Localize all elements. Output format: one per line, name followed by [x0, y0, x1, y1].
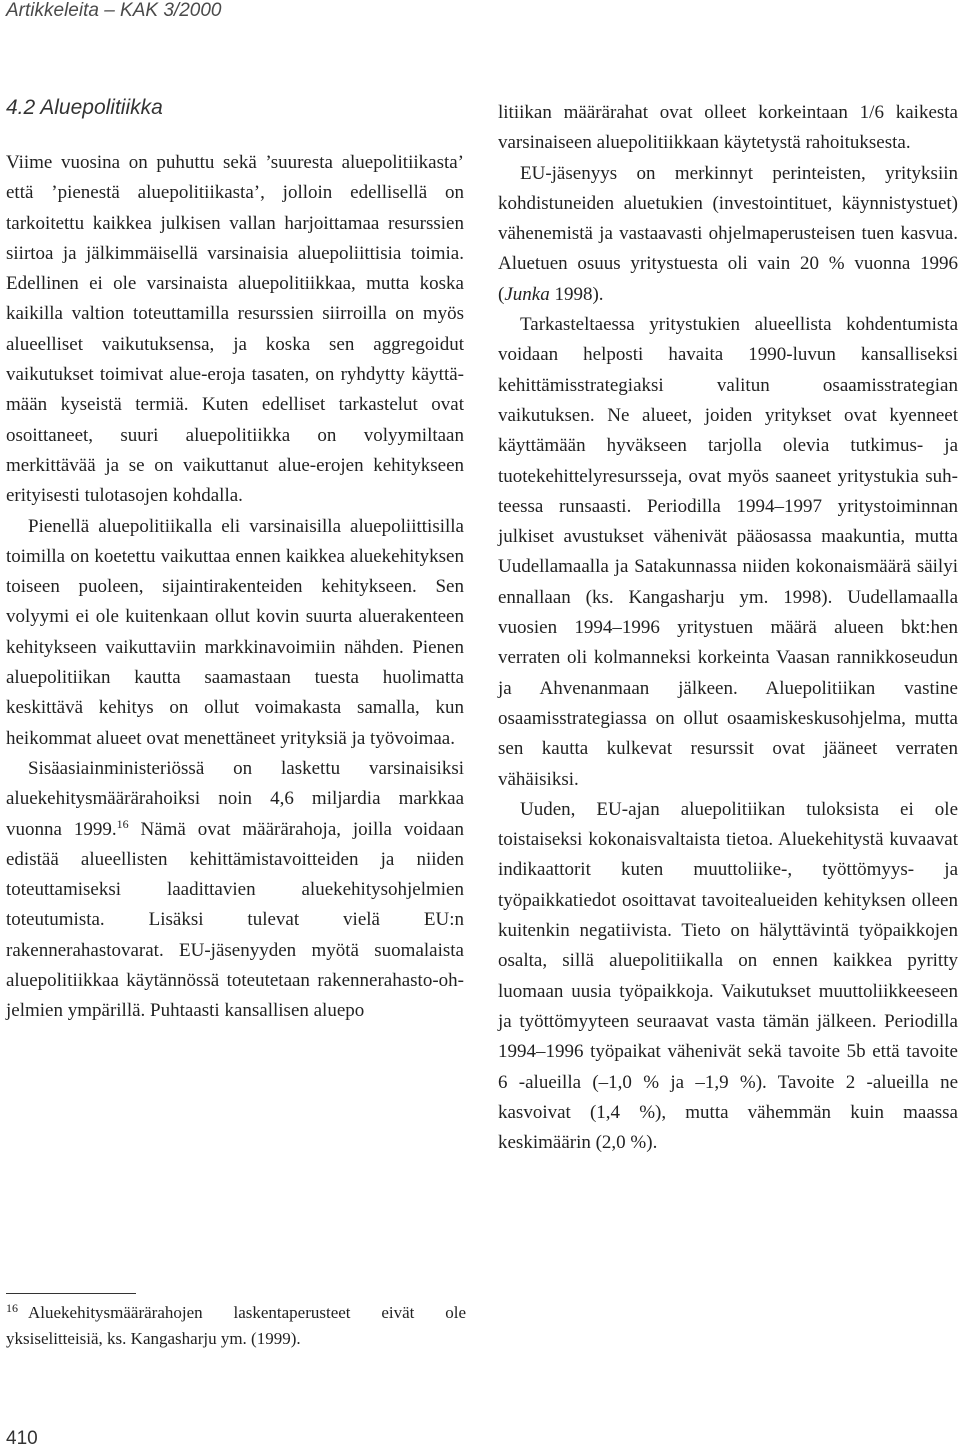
footnote-divider: [6, 1293, 136, 1294]
left-column: [6, 148, 464, 1027]
footnote-text: Aluekehitysmäärärahojen laskentaperusteet eivät ole yksiselitteisiä, ks. Kangasharju ym. (1999).: [6, 1303, 466, 1348]
right-column: [498, 98, 958, 1158]
running-header: Artikkeleita – KAK 3/2000: [6, 0, 222, 21]
paragraph: Pienellä aluepolitiikalla eli varsinaisilla aluepoliittisilla toimilla on koetettu vaikuttaa ennen kaikkea aluekehityksen toiseen puoleen, sijaintirakenteiden kehitykseen. Sen volyymi ei ole kuitenkaan ollut kovin suurta aluerakenteen kehitykseen vaikuttaviin markkinavoimiin nähden. Pienen aluepolitiikan kautta saamastaan tuesta huolimatta keskittävä kehitys on ollut voimakasta samalla, kun heikommat alueet ovat menettäneet yrityksiä ja työvoimaa.: [6, 515, 464, 749]
paragraph-with-note: [6, 754, 464, 1027]
paragraph: Tarkasteltaessa yritystukien alueellista kohdentumista voidaan helposti havaita 1990-luvun kansalliseksi kehittämisstrategiaksi valitun osaamisstrategian vaikutuksen. Ne alueet, joiden yritykset ovat kyenneet käyttämään hyväkseen tarjolla olevia tutkimus- ja tuotekehittelyresursseja, ovat myös saaneet yritystukia suhteessa runsaasti. Periodilla 1994–1997 yritystoiminnan julkiset avustukset vähenivät pääosassa maakuntia, mutta Uudellamaalla ja Satakunnassa niiden kokonaismäärä säilyi ennallaan (ks. Kangasharju ym. 1998). Uudellamaalla vuosien 1994–1996 yritystuen määrä alueen bkt:hen verraten oli kolmanneksi korkeinta Vaasan rannikkoseudun ja Ahvenanmaan jälkeen. Aluepolitiikan vastine osaamisstrategiassa on ollut osaamiskeskusohjelma, mutta sen kautta kulkevat resurssit ovat jääneet verraten vähäisiksi.: [498, 314, 958, 790]
paragraph-text: Nämä ovat määrärahoja, joilla voidaan edistää alueellisten kehittämistavoitteiden ja niiden toteuttamiseksi laadittavien aluekehitysohjelmien toteutumista. Lisäksi tulevat vielä EU:n rakennerahastovarat. EU-jäsenyyden myötä suomalaista aluepolitiikkaa käytännössä toteutetaan rakennerahasto-ohjelmien ympärillä. Puhtaasti kansallisen aluepo: [6, 818, 464, 1022]
footnote-number: 16: [6, 1301, 18, 1315]
paragraph-text: 1998).: [549, 283, 604, 305]
footnote-reference: 16: [116, 816, 129, 831]
citation-author: Junka: [504, 283, 550, 305]
paragraph: Viime vuosina on puhuttu sekä ’suuresta aluepolitiikasta’ että ’pienestä aluepolitiikasta’, jolloin edellisellä on tarkoitettu kaikkea julkisen vallan harjoittamaa resurssien siirtoa ja jälkimmäisellä varsinaisia aluepoliittisia toimia. Edellinen ei ole varsinaista aluepolitiikkaa, mutta koska kaikilla valtion toteuttamilla resurssien siirroilla on myös alueelliset vaikutuksensa, ja koska sen aggregoidut vaikutukset toimivat alue-eroja tasaten, on ryhdytty käyttämään kyseistä termiä. Kuten edelliset tarkastelut ovat osoittaneet, suuri aluepolitiikka on volyymiltaan merkittävää ja se on vaikuttanut alue-erojen kehitykseen erityisesti tulotasojen kohdalla.: [6, 152, 464, 507]
section-title: 4.2 Aluepolitiikka: [6, 96, 163, 119]
footnote: [6, 1300, 466, 1352]
paragraph-with-citation: [498, 159, 958, 310]
paragraph: litiikan määrärahat ovat olleet korkeintaan 1/6 kaikesta varsinaiseen aluepolitiikkaan käytetystä rahoituksesta.: [498, 102, 958, 154]
paragraph-text: EU-jäsenyys on merkinnyt perinteisten, yrityksiin kohdistuneiden aluetukien (investointituet, käynnistystuet) vähenemistä ja vastaavasti ohjelmaperusteisen tuen kasvua. Aluetuen osuus yritystuesta oli vain 20 % vuonna 1996 (: [498, 162, 958, 305]
paragraph: Uuden, EU-ajan aluepolitiikan tuloksista ei ole toistaiseksi kokonaisvaltaista tietoa. Aluekehitystä kuvaavat indikaattorit kuten muuttoliike-, työttömyys- ja työpaikkatiedot osoittavat tavoitealueiden kehityksen olleen kuitenkin negatiivista. Tieto on hälyttävintä työpaikkojen osalta, sillä aluepolitiikalla on ennen kaikkea pyritty luomaan uusia työpaikkoja. Vaikutukset muuttoliikkeeseen ja työttömyyteen seuraavat vasta tämän jälkeen. Periodilla 1994–1996 työpaikat vähenivät sekä tavoite 5b että tavoite 6 -alueilla (–1,0 % ja –1,9 %). Tavoite 2 -alueilla ne kasvoivat (1,4 %), mutta vähemmän kuin maassa keskimäärin (2,0 %).: [498, 798, 958, 1154]
page-number: 410: [6, 1428, 38, 1449]
paragraph-text: Sisäasiainministeriössä on laskettu varsinaisiksi aluekehitysmäärärahoiksi noin 4,6 miljardia markkaa vuonna 1999.: [6, 757, 464, 840]
